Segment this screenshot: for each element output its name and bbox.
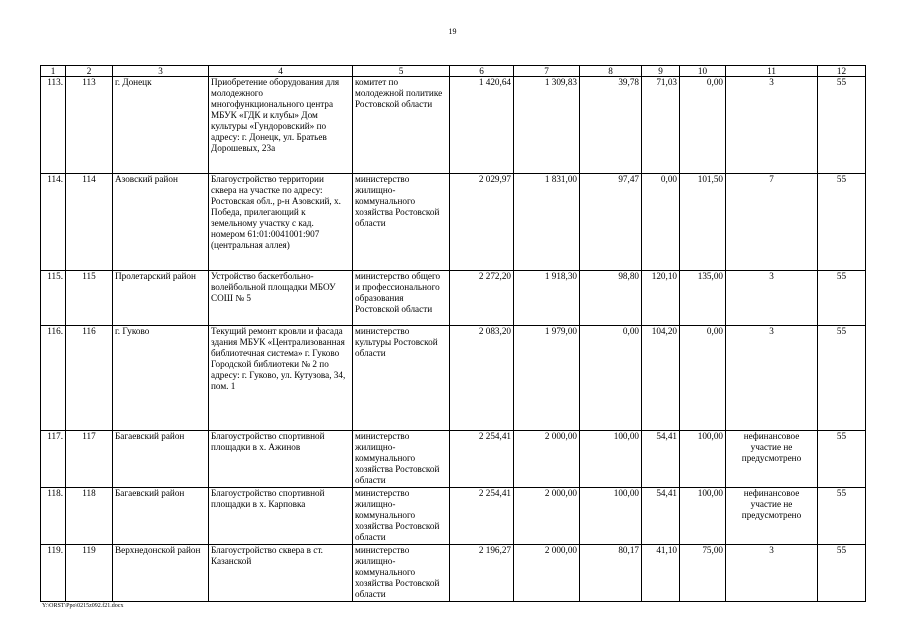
cell-object-number: 114 — [66, 174, 113, 271]
column-header-3: 3 — [113, 66, 209, 77]
cell-column-12-value: 55 — [818, 326, 866, 431]
column-header-12: 12 — [818, 66, 866, 77]
column-header-4: 4 — [209, 66, 353, 77]
cell-local-budget: 100,00 — [580, 431, 642, 488]
cell-total-cost: 2 254,41 — [450, 488, 514, 545]
cell-local-budget: 39,78 — [580, 77, 642, 174]
footer-path: Y:\ORST\Ppo\0215z092.f21.docx — [42, 603, 124, 609]
column-header-11: 11 — [726, 66, 818, 77]
cell-column-11-value: 3 — [726, 77, 818, 174]
cell-executor: министерство жилищно-коммунального хозяйства Ростовской области — [353, 488, 450, 545]
cell-description: Благоустройство спортивной площадки в х. Ажинов — [209, 431, 353, 488]
cell-extrabudget-funds: 41,10 — [642, 545, 680, 602]
column-header-8: 8 — [580, 66, 642, 77]
cell-row-number: 116. — [41, 326, 66, 431]
column-header-9: 9 — [642, 66, 680, 77]
cell-object-number: 115 — [66, 271, 113, 326]
cell-column-12-value: 55 — [818, 271, 866, 326]
cell-local-budget: 0,00 — [580, 326, 642, 431]
column-header-2: 2 — [66, 66, 113, 77]
cell-regional-budget: 1 831,00 — [514, 174, 580, 271]
cell-column-12-value: 55 — [818, 77, 866, 174]
cell-district: Багаевский район — [113, 431, 209, 488]
cell-column-10-value: 100,00 — [680, 488, 726, 545]
cell-description: Благоустройство территории сквера на участке по адресу: Ростовская обл., р-н Азовский, х. Победа, прилегающий к земельному участку с кад. номером 61:01:0041001:907 (центральная аллея) — [209, 174, 353, 271]
cell-object-number: 113 — [66, 77, 113, 174]
cell-executor: министерство жилищно-коммунального хозяйства Ростовской области — [353, 174, 450, 271]
cell-column-10-value: 101,50 — [680, 174, 726, 271]
column-header-7: 7 — [514, 66, 580, 77]
cell-column-10-value: 75,00 — [680, 545, 726, 602]
cell-description: Текущий ремонт кровли и фасада здания МБУК «Централизованная библиотечная система» г. Гуково Городской библиотеки № 2 по адресу: г. Гуково, ул. Кутузова, 34, пом. 1 — [209, 326, 353, 431]
table-row — [41, 174, 866, 271]
cell-executor: комитет по молодежной политике Ростовской области — [353, 77, 450, 174]
column-header-6: 6 — [450, 66, 514, 77]
cell-description: Приобретение оборудования для молодежного многофункционального центра МБУК «ГДК и клубы» Дом культуры «Гундоровский» по адресу: г. Донецк, ул. Братьев Дорошевых, 23а — [209, 77, 353, 174]
table-row — [41, 431, 866, 488]
column-header-5: 5 — [353, 66, 450, 77]
cell-object-number: 116 — [66, 326, 113, 431]
cell-column-10-value: 135,00 — [680, 271, 726, 326]
table-row — [41, 77, 866, 174]
cell-regional-budget: 1 918,30 — [514, 271, 580, 326]
cell-row-number: 113. — [41, 77, 66, 174]
cell-extrabudget-funds: 120,10 — [642, 271, 680, 326]
cell-total-cost: 1 420,64 — [450, 77, 514, 174]
cell-executor: министерство жилищно-коммунального хозяйства Ростовской области — [353, 431, 450, 488]
cell-regional-budget: 2 000,00 — [514, 431, 580, 488]
cell-row-number: 119. — [41, 545, 66, 602]
cell-row-number: 118. — [41, 488, 66, 545]
cell-row-number: 115. — [41, 271, 66, 326]
cell-regional-budget: 2 000,00 — [514, 488, 580, 545]
cell-column-11-value: нефинансовое участие не предусмотрено — [726, 488, 818, 545]
cell-extrabudget-funds: 54,41 — [642, 488, 680, 545]
cell-total-cost: 2 196,27 — [450, 545, 514, 602]
cell-column-10-value: 100,00 — [680, 431, 726, 488]
cell-column-12-value: 55 — [818, 431, 866, 488]
cell-local-budget: 80,17 — [580, 545, 642, 602]
cell-column-12-value: 55 — [818, 174, 866, 271]
data-table — [40, 65, 866, 602]
cell-executor: министерство общего и профессионального образования Ростовской области — [353, 271, 450, 326]
cell-extrabudget-funds: 0,00 — [642, 174, 680, 271]
cell-object-number: 117 — [66, 431, 113, 488]
cell-total-cost: 2 029,97 — [450, 174, 514, 271]
cell-local-budget: 100,00 — [580, 488, 642, 545]
cell-description: Благоустройство сквера в ст. Казанской — [209, 545, 353, 602]
column-header-10: 10 — [680, 66, 726, 77]
cell-total-cost: 2 254,41 — [450, 431, 514, 488]
cell-executor: министерство культуры Ростовской области — [353, 326, 450, 431]
cell-regional-budget: 2 000,00 — [514, 545, 580, 602]
cell-column-11-value: 3 — [726, 545, 818, 602]
cell-column-11-value: 7 — [726, 174, 818, 271]
cell-row-number: 114. — [41, 174, 66, 271]
cell-local-budget: 97,47 — [580, 174, 642, 271]
cell-regional-budget: 1 309,83 — [514, 77, 580, 174]
cell-object-number: 119 — [66, 545, 113, 602]
cell-extrabudget-funds: 104,20 — [642, 326, 680, 431]
table-row — [41, 545, 866, 602]
cell-column-12-value: 55 — [818, 545, 866, 602]
cell-regional-budget: 1 979,00 — [514, 326, 580, 431]
cell-description: Благоустройство спортивной площадки в х. Карповка — [209, 488, 353, 545]
cell-column-11-value: нефинансовое участие не предусмотрено — [726, 431, 818, 488]
page-number: 19 — [448, 27, 457, 36]
column-header-1: 1 — [41, 66, 66, 77]
cell-executor: министерство жилищно-коммунального хозяйства Ростовской области — [353, 545, 450, 602]
cell-column-11-value: 3 — [726, 271, 818, 326]
cell-row-number: 117. — [41, 431, 66, 488]
cell-total-cost: 2 083,20 — [450, 326, 514, 431]
table-row — [41, 488, 866, 545]
table-row — [41, 326, 866, 431]
cell-object-number: 118 — [66, 488, 113, 545]
cell-district: Верхнедонской район — [113, 545, 209, 602]
cell-description: Устройство баскетбольно-волейбольной площадки МБОУ СОШ № 5 — [209, 271, 353, 326]
cell-column-11-value: 3 — [726, 326, 818, 431]
cell-extrabudget-funds: 71,03 — [642, 77, 680, 174]
cell-column-10-value: 0,00 — [680, 326, 726, 431]
table-row — [41, 271, 866, 326]
cell-column-12-value: 55 — [818, 488, 866, 545]
cell-district: Азовский район — [113, 174, 209, 271]
cell-extrabudget-funds: 54,41 — [642, 431, 680, 488]
header-row — [41, 66, 866, 77]
cell-district: г. Гуково — [113, 326, 209, 431]
cell-district: Пролетарский район — [113, 271, 209, 326]
cell-total-cost: 2 272,20 — [450, 271, 514, 326]
cell-column-10-value: 0,00 — [680, 77, 726, 174]
cell-local-budget: 98,80 — [580, 271, 642, 326]
cell-district: г. Донецк — [113, 77, 209, 174]
cell-district: Багаевский район — [113, 488, 209, 545]
